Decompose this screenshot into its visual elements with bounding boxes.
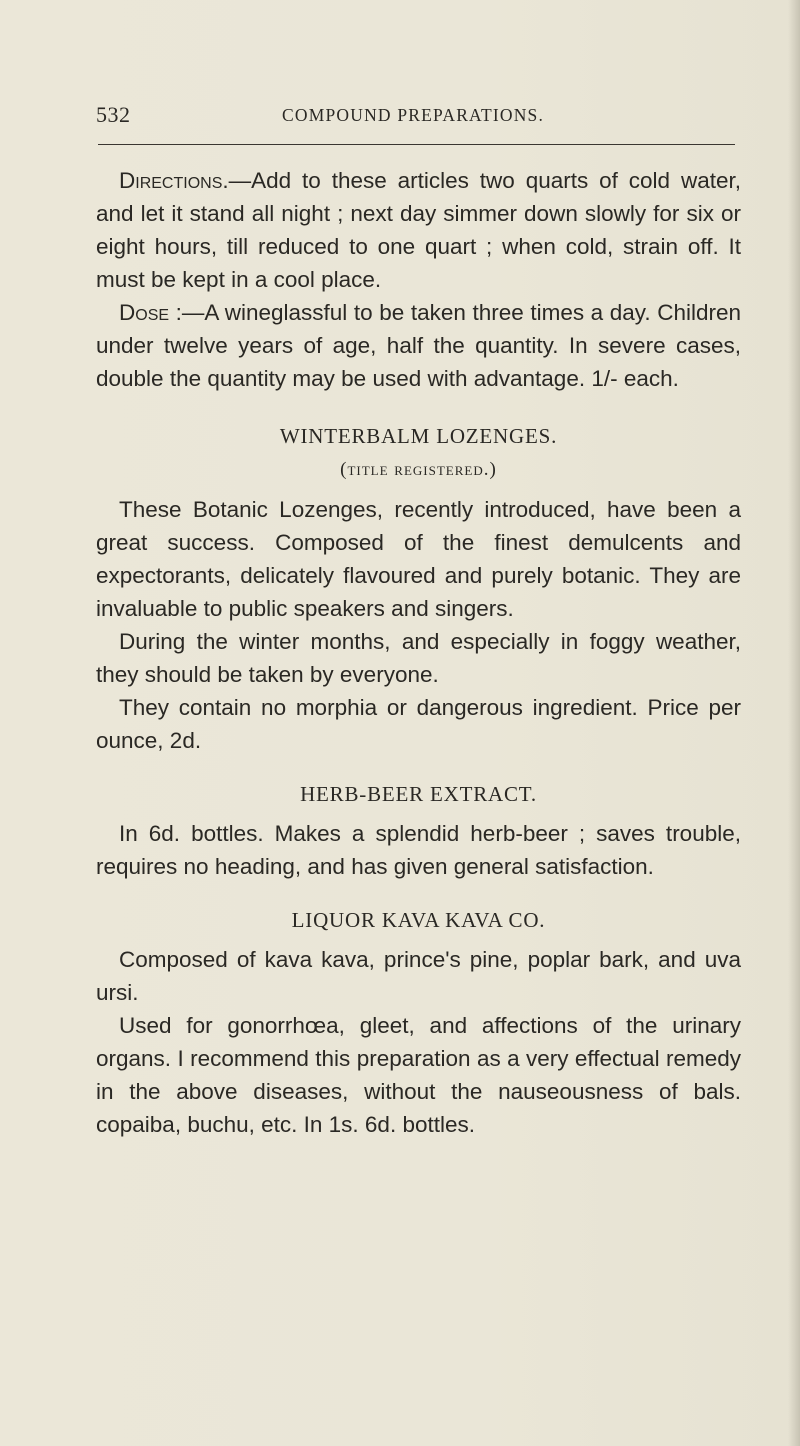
page-header [96, 102, 736, 132]
dose-text: :—A wineglassful to be taken three times a day. Children under twelve years of age, half the quantity. In severe cases, double the quantity may be used with advantage. 1/- each. [96, 300, 741, 391]
winterbalm-subheading: (title registered.) [340, 459, 497, 480]
liquor-kava-heading: LIQUOR KAVA KAVA CO. [291, 908, 546, 932]
header-rule [98, 144, 735, 145]
page-number: 532 [96, 102, 131, 127]
page-body [96, 164, 741, 1141]
winterbalm-paragraph-1: These Botanic Lozenges, recently introduced, have been a great success. Composed of the finest demulcents and expectorants, delicately flavoured and purely botanic. They are invaluable to public speakers and singers. [96, 497, 741, 621]
winterbalm-heading: WINTERBALM LOZENGES. [279, 424, 558, 448]
directions-paragraph [96, 164, 741, 296]
running-title: COMPOUND PREPARATIONS. [282, 105, 545, 125]
winterbalm-paragraph-3: They contain no morphia or dangerous ingredient. Price per ounce, 2d. [96, 695, 741, 753]
liquor-kava-paragraph-1: Composed of kava kava, prince's pine, poplar bark, and uva ursi. [96, 947, 741, 1005]
dose-label: Dose [119, 300, 170, 325]
herb-beer-heading: HERB-BEER EXTRACT. [300, 782, 537, 806]
herb-beer-paragraph-1: In 6d. bottles. Makes a splendid herb-beer ; saves trouble, requires no heading, and has given general satisfaction. [96, 821, 741, 879]
winterbalm-paragraph-2: During the winter months, and especially in foggy weather, they should be taken by everyone. [96, 629, 741, 687]
page-edge-shadow [788, 0, 800, 1446]
directions-label: Directions. [119, 168, 229, 193]
directions-text: —Add to these articles two quarts of cold water, and let it stand all night ; next day simmer down slowly for six or eight hours, till reduced to one quart ; when cold, strain off. It must be kept in a cool place. [96, 168, 741, 292]
dose-paragraph [96, 296, 741, 395]
liquor-kava-paragraph-2: Used for gonorrhœa, gleet, and affections of the urinary organs. I recommend this preparation as a very effectual remedy in the above diseases, without the nauseousness of bals. copaiba, buchu, etc. In 1s. 6d. bottles. [96, 1013, 741, 1137]
